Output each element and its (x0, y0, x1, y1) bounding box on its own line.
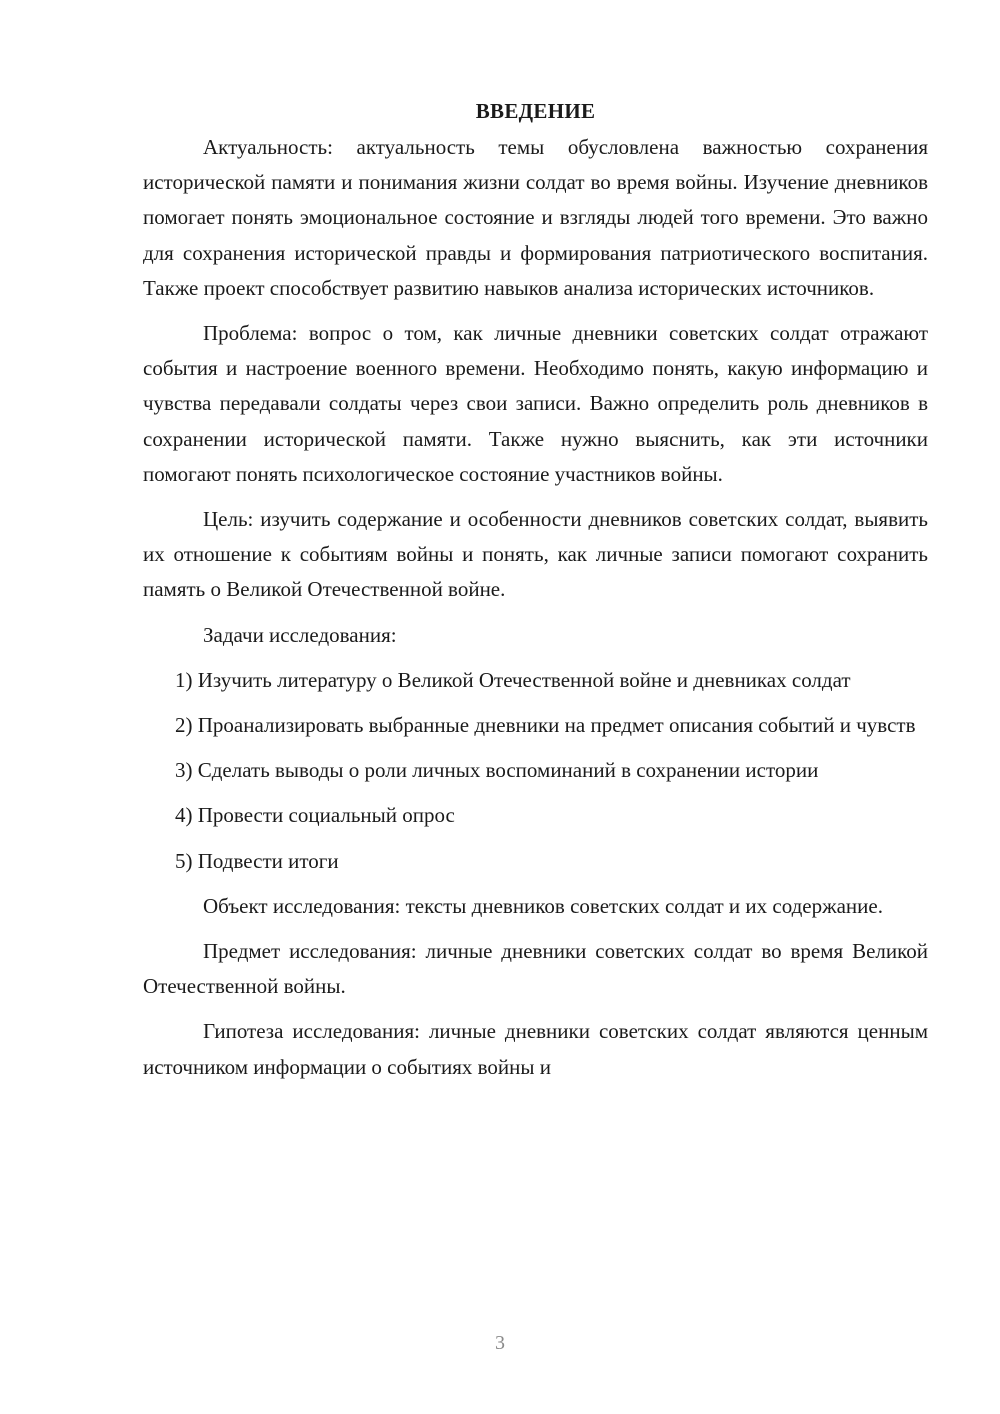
task-item: 2) Проанализировать выбранные дневники на предмет описания событий и чувств (175, 713, 916, 738)
subject-paragraph: Предмет исследования: личные дневники советских солдат во время Великой Отечественной войны. (143, 939, 928, 999)
task-item: 1) Изучить литературу о Великой Отечественной войне и дневниках солдат (175, 667, 851, 692)
page-number: 3 (495, 1332, 505, 1354)
relevance-paragraph: Актуальность: актуальность темы обусловлена важностью сохранения исторической памяти и понимания жизни солдат во время войны. Изучение дневников помогает понять эмоциональное состояние и взгляды людей того времени. Это важно для сохранения исторической правды и формирования патриотического воспитания. Также проект способствует развитию навыков анализа исторических источников. (143, 135, 928, 300)
tasks-title: Задачи исследования: (203, 622, 397, 647)
document-page (143, 96, 928, 1095)
problem-paragraph: Проблема: вопрос о том, как личные дневники советских солдат отражают события и настроение военного времени. Необходимо понять, какую информацию и чувства передавали солдаты через свои записи. Важно определить роль дневников в сохранении исторической памяти. Также нужно выяснить, как эти источники помогают понять психологическое состояние участников войны. (143, 321, 928, 486)
tasks-list (143, 663, 928, 879)
task-item: 5) Подвести итоги (175, 848, 339, 873)
task-item: 3) Сделать выводы о роли личных воспоминаний в сохранении истории (175, 758, 819, 783)
section-heading: ВВЕДЕНИЕ (475, 99, 596, 123)
goal-paragraph: Цель: изучить содержание и особенности дневников советских солдат, выявить их отношение к событиям войны и понять, как личные записи помогают сохранить память о Великой Отечественной войне. (143, 507, 928, 602)
object-paragraph: Объект исследования: тексты дневников советских солдат и их содержание. (203, 893, 883, 918)
hypothesis-paragraph: Гипотеза исследования: личные дневники советских солдат являются ценным источником информации о событиях войны и (143, 1019, 928, 1079)
task-item: 4) Провести социальный опрос (175, 803, 455, 828)
